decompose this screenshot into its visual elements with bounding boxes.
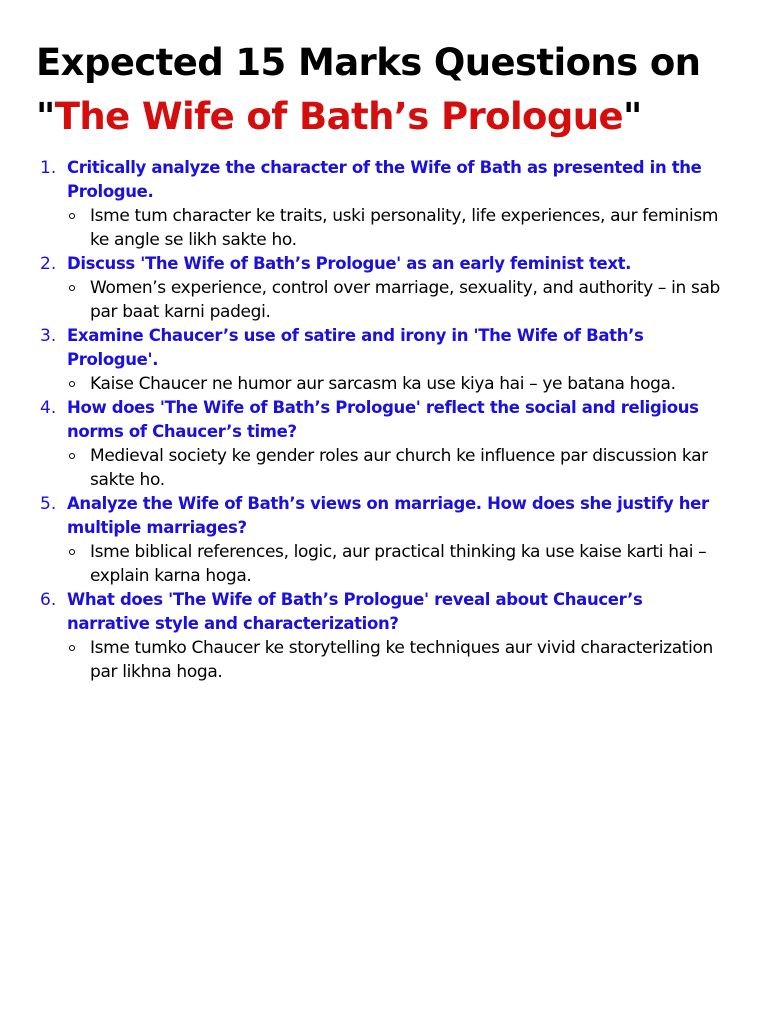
question-list [0,156,768,684]
hollow-bullet-icon [69,549,75,555]
question-number: 4. [40,398,57,418]
hollow-bullet-icon [69,645,75,651]
title-accent: The Wife of Bath’s Prologue [54,95,623,138]
question-note-text: Medieval society ke gender roles aur church ke influence par discussion kar sakte ho. [90,446,708,490]
question-text: Analyze the Wife of Bath’s views on marriage. How does she justify her multiple marriages? [67,494,709,537]
question-number: 3. [40,326,57,346]
question-number: 1. [40,158,57,178]
question-note [0,636,768,684]
title-quote-open: " [36,95,55,138]
question-note [0,276,768,324]
question-note [0,372,768,396]
question-note-text: Kaise Chaucer ne humor aur sarcasm ka use kiya hai – ye batana hoga. [90,374,676,394]
question-note-text: Women’s experience, control over marriage, sexuality, and authority – in sab par baat karni padegi. [90,278,720,322]
question-item [0,396,768,492]
question-item [0,252,768,324]
question-note-text: Isme tumko Chaucer ke storytelling ke techniques aur vivid characterization par likhna hoga. [90,638,713,682]
question-note-text: Isme tum character ke traits, uski personality, life experiences, aur feminism ke angle se likh sakte ho. [90,206,719,250]
question-item [0,492,768,588]
question-item [0,156,768,252]
question-note [0,540,768,588]
question-number: 5. [40,494,57,514]
hollow-bullet-icon [69,285,75,291]
question-text: Examine Chaucer’s use of satire and irony in 'The Wife of Bath’s Prologue'. [67,326,644,369]
page-title [36,36,756,144]
question-number: 2. [40,254,57,274]
title-line-1: Expected 15 Marks Questions on [36,41,701,84]
hollow-bullet-icon [69,381,75,387]
question-number: 6. [40,590,57,610]
question-item [0,324,768,396]
question-text: How does 'The Wife of Bath’s Prologue' reflect the social and religious norms of Chaucer’s time? [67,398,699,441]
title-quote-close: " [622,95,642,138]
hollow-bullet-icon [69,213,75,219]
question-text: Critically analyze the character of the Wife of Bath as presented in the Prologue. [67,158,702,201]
question-item [0,588,768,684]
question-text: Discuss 'The Wife of Bath’s Prologue' as an early feminist text. [67,254,632,273]
question-note-text: Isme biblical references, logic, aur practical thinking ka use kaise karti hai – explain karna hoga. [90,542,707,586]
question-note [0,444,768,492]
question-text: What does 'The Wife of Bath’s Prologue' reveal about Chaucer’s narrative style and characterization? [67,590,643,633]
question-note [0,204,768,252]
hollow-bullet-icon [69,453,75,459]
